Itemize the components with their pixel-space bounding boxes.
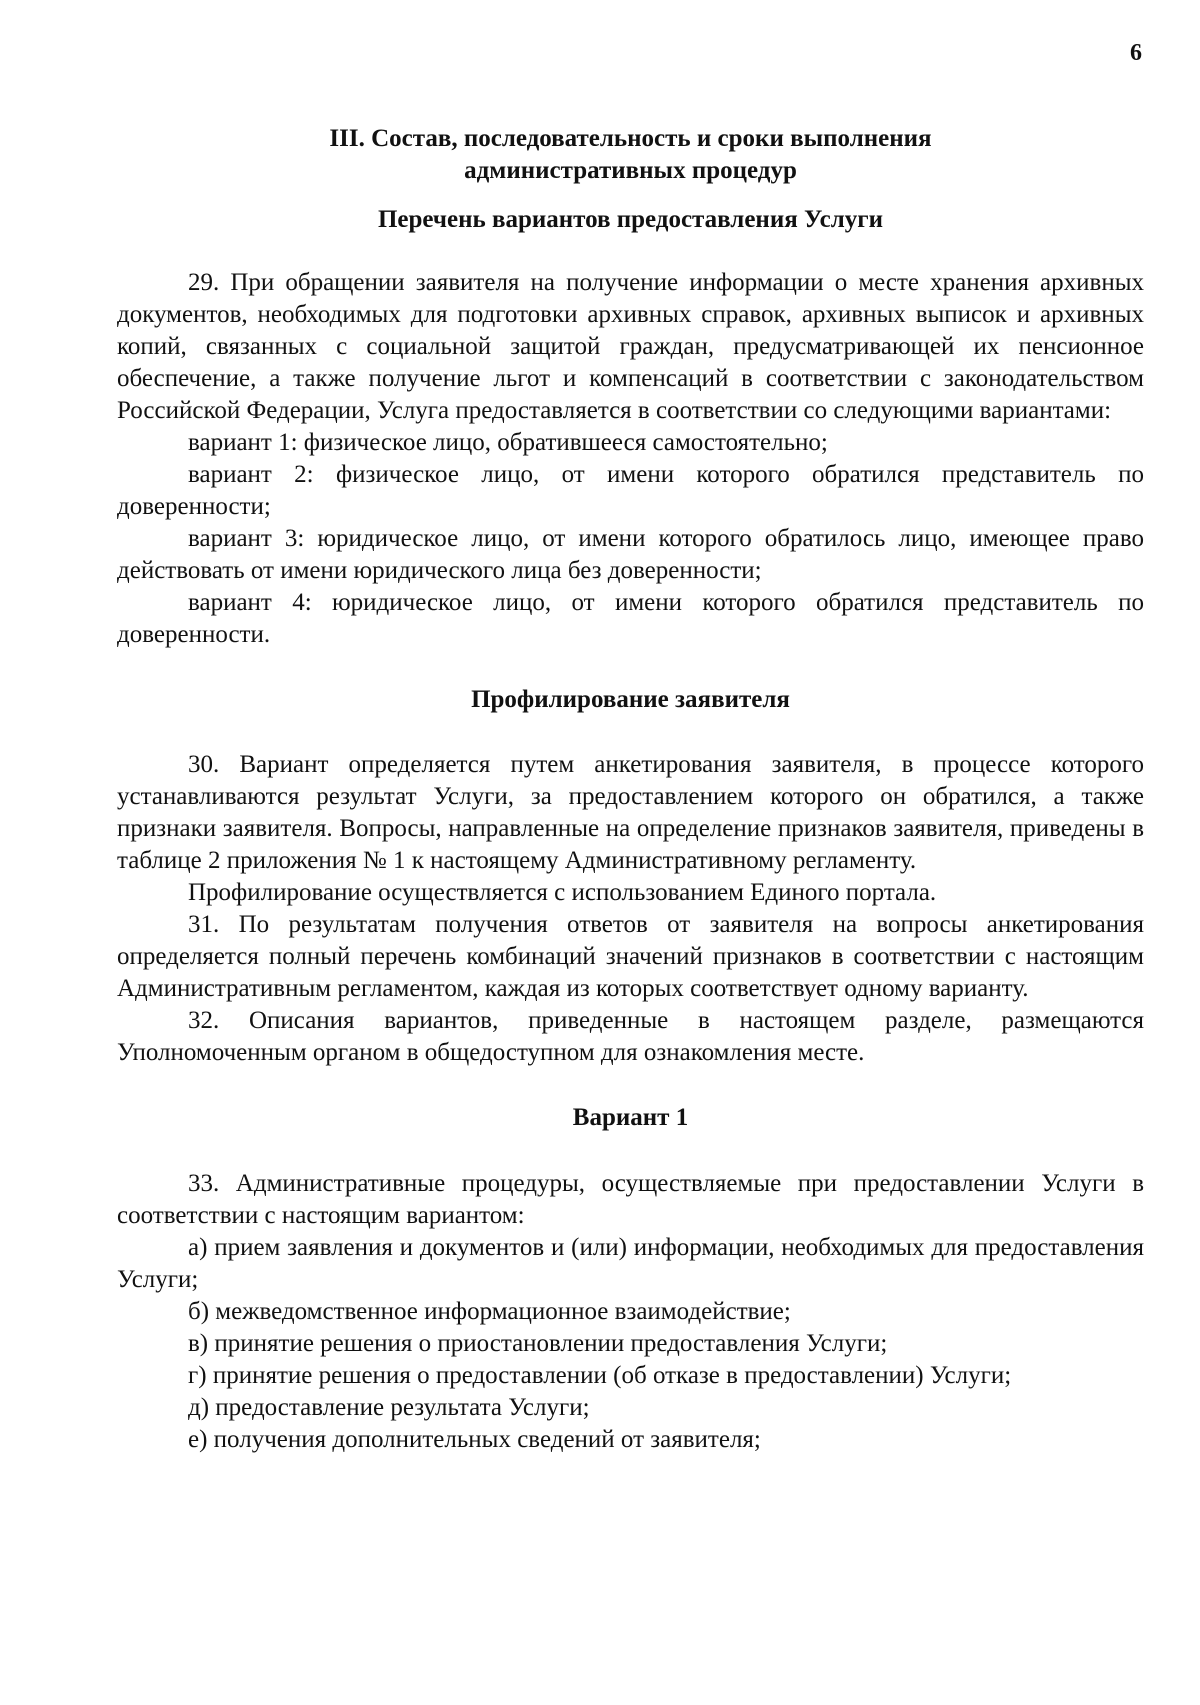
variant-item-2: вариант 2: физическое лицо, от имени которого обратился представитель по доверенности;: [117, 461, 1144, 520]
section-title: [117, 123, 1144, 187]
paragraph-29: 29. При обращении заявителя на получение информации о месте хранения архивных документов, необходимых для подготовки архивных справок, архивных выписок и архивных копий, связанных с социальной защитой граждан, предусматривающей их пенсионное обеспечение, а также получение льгот и компенсаций в соответствии с законодательством Российской Федерации, Услуга предоставляется в соответствии со следующими вариантами:: [117, 269, 1144, 424]
procedure-item-v: в) принятие решения о приостановлении предоставления Услуги;: [188, 1330, 888, 1357]
procedure-item-d: д) предоставление результата Услуги;: [188, 1394, 590, 1421]
subsection-title-profiling: Профилирование заявителя: [471, 686, 790, 713]
variant-item-1: вариант 1: физическое лицо, обратившееся самостоятельно;: [188, 429, 828, 456]
subsection-title-variants: Перечень вариантов предоставления Услуги: [377, 206, 884, 233]
subsection-title-variant-1: Вариант 1: [572, 1104, 689, 1131]
section-title-line-1: III. Состав, последовательность и сроки выполнения: [329, 125, 932, 152]
variant-item-3: вариант 3: юридическое лицо, от имени которого обратилось лицо, имеющее право действовать от имени юридического лица без доверенности;: [117, 525, 1144, 584]
paragraph-30-profiling: Профилирование осуществляется с использованием Единого портала.: [188, 879, 937, 906]
procedure-item-g: г) принятие решения о предоставлении (об отказе в предоставлении) Услуги;: [188, 1362, 1012, 1389]
procedure-item-a: а) прием заявления и документов и (или) информации, необходимых для предоставления Услуги;: [117, 1234, 1144, 1293]
paragraph-31: 31. По результатам получения ответов от заявителя на вопросы анкетирования определяется полный перечень комбинаций значений признаков в соответствии с настоящим Административным регламентом, каждая из которых соответствует одному варианту.: [117, 911, 1144, 1002]
page-number: 6: [1130, 40, 1142, 66]
section-title-line-2: административных процедур: [464, 157, 797, 184]
paragraph-30: 30. Вариант определяется путем анкетирования заявителя, в процессе которого устанавливаются результат Услуги, за предоставлением которого он обратился, а также признаки заявителя. Вопросы, направленные на определение признаков заявителя, приведены в таблице 2 приложения № 1 к настоящему Административному регламенту.: [117, 751, 1144, 874]
variant-item-4: вариант 4: юридическое лицо, от имени которого обратился представитель по доверенности.: [117, 589, 1144, 648]
page-content: [117, 123, 1144, 1456]
procedure-item-b: б) межведомственное информационное взаимодействие;: [188, 1298, 791, 1325]
paragraph-33: 33. Административные процедуры, осуществляемые при предоставлении Услуги в соответствии с настоящим вариантом:: [117, 1170, 1144, 1229]
paragraph-32: 32. Описания вариантов, приведенные в настоящем разделе, размещаются Уполномоченным органом в общедоступном для ознакомления месте.: [117, 1007, 1144, 1066]
procedure-item-e: е) получения дополнительных сведений от заявителя;: [188, 1426, 761, 1453]
